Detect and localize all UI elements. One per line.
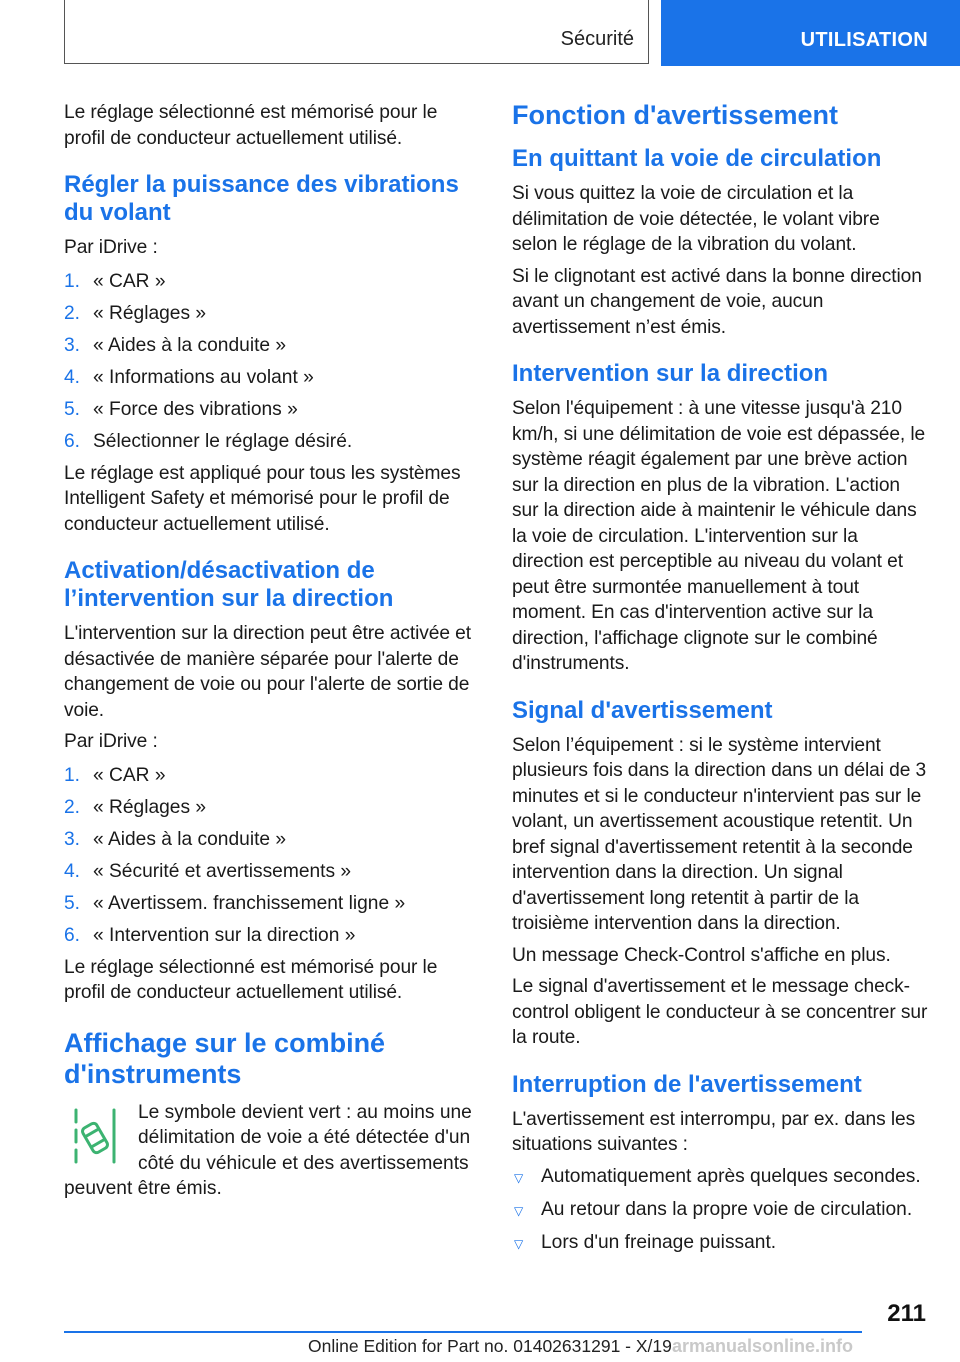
list-item [64,923,478,949]
step-text: « Réglages » [93,796,207,818]
step-text: « CAR » [93,270,166,292]
step-number: 4. [64,366,81,388]
leaving-paragraph-1: Si vous quittez la voie de circulation et la délimitation de voie détectée, le volant vibre selon le réglage de la vibration du volant. [512,183,880,255]
lane-departure-warning-icon [72,1106,118,1166]
step-text: « Force des vibrations » [93,398,298,420]
list-item [64,269,478,295]
symbol-paragraph-block [64,1100,478,1202]
step-text: « Informations au volant » [93,366,314,388]
step-number: 2. [64,796,81,818]
page-header [0,0,960,66]
step-text: « CAR » [93,764,166,786]
step-text: Sélectionner le réglage désiré. [93,430,353,452]
intro-paragraph: Le réglage sélectionné est mémorisé pour le profil de conducteur actuellement utilisé. [64,102,438,149]
step-number: 5. [64,398,81,420]
heading-intervention: Intervention sur la direction [512,360,829,387]
list-item [64,795,478,821]
heading-function: Fonction d'avertissement [512,100,838,130]
heading-leaving: En quittant la voie de circulation [512,145,882,172]
step-number: 4. [64,860,81,882]
heading-display: Affichage sur le combiné d'instruments [64,1027,386,1089]
saved-paragraph: Le réglage sélectionné est mémorisé pour le profil de conducteur actuellement utilisé. [64,956,438,1003]
step-number: 5. [64,892,81,914]
idrive-label-1: Par iDrive : [64,237,158,258]
signal-paragraph-1: Selon l’équipement : si le système intervient plusieurs fois dans la direction dans un délai de 3 minutes et si le conducteur n'intervient pas sur le volant, un avertissement acoustique retentit. Un bref signal d'avertissement retentit à la seconde intervention dans la direction. Un signal d'avertissement long retentit à partir de la troisième intervention dans la direction. [512,734,927,934]
interruption-paragraph: L'avertissement est interrompu, par ex. dans les situations suivantes : [512,1108,916,1155]
step-text: « Aides à la conduite » [93,334,287,356]
right-column [512,100,928,1263]
heading-interruption: Interruption de l'avertissement [512,1070,862,1098]
heading-activation: Activation/désactivation de l’intervention sur la direction [64,557,394,612]
list-item [512,1164,928,1191]
footer-divider [64,1331,862,1333]
idrive-label-2: Par iDrive : [64,731,158,752]
step-number: 1. [64,270,81,292]
left-column [64,100,478,1202]
intervention-paragraph: Selon l'équipement : à une vitesse jusqu'à 210 km/h, si une délimitation de voie est dépassée, le système réagit également par une brève action sur la direction en plus de la vibration. L'action sur la direction aide à maintenir le véhicule dans la voie de circulation. L'intervention sur la direction est perceptible au niveau du volant et peut être surmontée manuellement à tout moment. En cas d'intervention active sur la direction, l'affichage clignote sur le combiné d'instruments. [512,398,926,674]
triangle-bullet-icon: ▽ [514,1170,524,1185]
interruption-bullet-list [512,1164,928,1257]
applied-paragraph: Le réglage est appliqué pour tous les systèmes Intelligent Safety et mémorisé pour le profil de conducteur actuellement utilisé. [64,462,461,535]
step-number: 6. [64,924,81,946]
step-text: « Avertissem. franchissement ligne » [93,892,406,914]
heading-signal: Signal d'avertissement [512,696,773,724]
steps-list-vibration [64,269,478,455]
footer-edition: Online Edition for Part no. 01402631291 - X/19 [308,1336,672,1356]
step-text: « Intervention sur la direction » [93,924,356,946]
list-item [64,301,478,327]
list-item [64,397,478,423]
signal-paragraph-2: Un message Check-Control s'affiche en plus. [512,944,891,966]
activation-paragraph: L'intervention sur la direction peut être activée et désactivée de manière séparée pour l'alerte de changement de voie ou pour l'alerte de sortie de voie. [64,623,471,721]
bullet-text: Lors d'un freinage puissant. [541,1231,777,1253]
step-text: « Aides à la conduite » [93,828,287,850]
triangle-bullet-icon: ▽ [514,1203,524,1218]
header-chapter-label: UTILISATION [800,29,928,51]
symbol-paragraph: Le symbole devient vert : au moins une délimitation de voie a été détectée d'un côté du véhicule et des avertissements peuvent être émis. [64,1101,472,1199]
list-item [64,827,478,853]
step-number: 3. [64,334,81,356]
step-text: « Sécurité et avertissements » [93,860,352,882]
heading-vibration: Régler la puissance des vibrations du volant [64,171,459,226]
header-chapter-tab [661,0,960,66]
step-number: 1. [64,764,81,786]
step-number: 2. [64,302,81,324]
bullet-text: Automatiquement après quelques secondes. [541,1165,921,1187]
leaving-paragraph-2: Si le clignotant est activé dans la bonne direction avant un changement de voie, aucun avertissement n’est émis. [512,265,922,338]
page-number: 211 [887,1300,926,1327]
list-item [64,365,478,391]
list-item [64,891,478,917]
list-item [64,859,478,885]
step-number: 3. [64,828,81,850]
step-text: « Réglages » [93,302,207,324]
bullet-text: Au retour dans la propre voie de circulation. [541,1198,913,1220]
list-item [64,429,478,455]
header-section-box [64,0,649,64]
signal-paragraph-3: Le signal d'avertissement et le message check-control obligent le conducteur à se concentrer sur la route. [512,976,928,1048]
list-item [512,1230,928,1257]
triangle-bullet-icon: ▽ [514,1236,524,1251]
step-number: 6. [64,430,81,452]
list-item [64,333,478,359]
steps-list-activation [64,763,478,949]
list-item [512,1197,928,1224]
watermark: armanualsonline.info [672,1336,854,1356]
header-section-title: Sécurité [560,28,634,50]
list-item [64,763,478,789]
